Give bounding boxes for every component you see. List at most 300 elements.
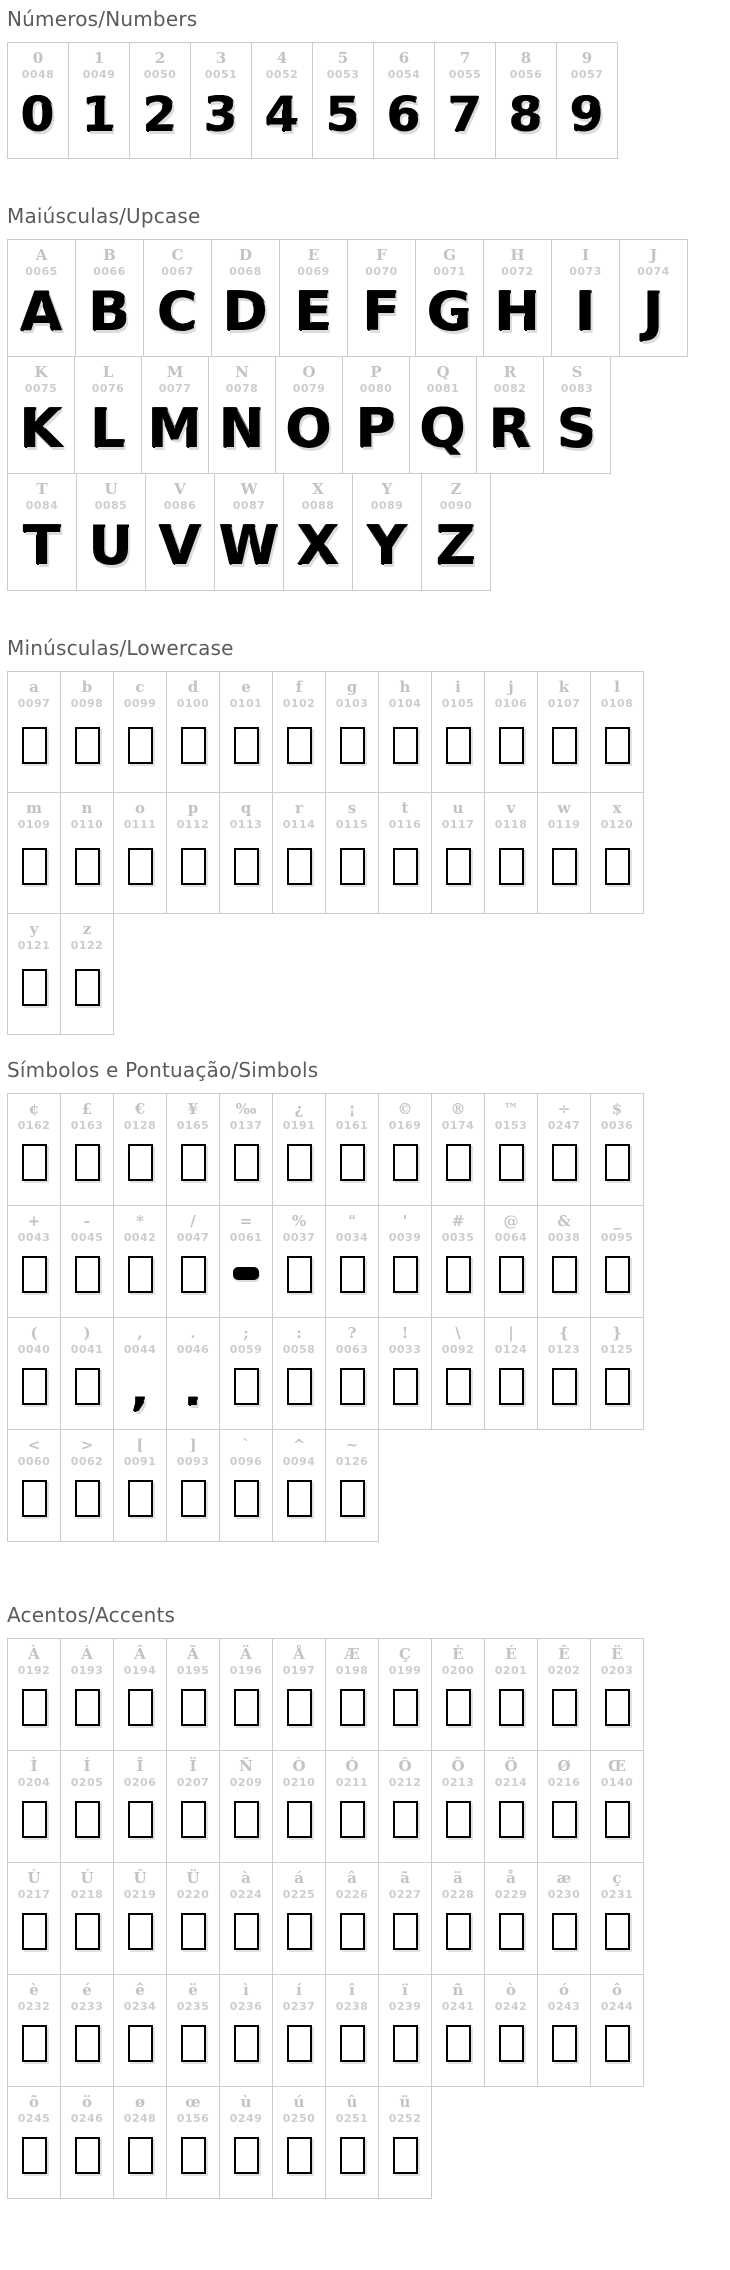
char-code: 0231 bbox=[600, 1888, 634, 1901]
char-label: U bbox=[104, 480, 118, 498]
glyph-cell-0251 bbox=[325, 2086, 379, 2199]
char-label: R bbox=[503, 363, 517, 381]
char-label: Ë bbox=[611, 1645, 623, 1663]
glyph-render: J bbox=[643, 280, 664, 343]
char-label: - bbox=[83, 1212, 91, 1230]
notdef-box-icon bbox=[287, 1689, 312, 1726]
glyph-cell-0063 bbox=[325, 1317, 379, 1430]
char-code: 0197 bbox=[282, 1664, 316, 1677]
notdef-box-icon bbox=[446, 1368, 471, 1405]
char-code: 0101 bbox=[229, 697, 263, 710]
char-label: ã bbox=[400, 1869, 410, 1887]
glyph-cell-0108 bbox=[590, 671, 644, 793]
section-numbers bbox=[7, 8, 730, 159]
char-code: 0226 bbox=[335, 1888, 369, 1901]
notdef-box-icon bbox=[22, 2137, 47, 2174]
glyph-area bbox=[538, 1356, 590, 1429]
char-code: 0252 bbox=[388, 2112, 422, 2125]
char-label: } bbox=[612, 1324, 622, 1342]
notdef-box-icon bbox=[340, 1256, 365, 1293]
glyph-cell-0102 bbox=[272, 671, 326, 793]
notdef-box-icon bbox=[234, 1801, 259, 1838]
glyph-cell-0196 bbox=[219, 1638, 273, 1751]
notdef-box-icon bbox=[287, 1801, 312, 1838]
char-code: 0048 bbox=[21, 68, 55, 81]
glyph-cell-0061 bbox=[219, 1205, 273, 1318]
glyph-area bbox=[485, 1244, 537, 1317]
glyph-cell-0107 bbox=[537, 671, 591, 793]
notdef-box-icon bbox=[234, 2025, 259, 2062]
char-label: 6 bbox=[398, 49, 410, 67]
notdef-box-icon bbox=[75, 1801, 100, 1838]
glyph-cell-0044 bbox=[113, 1317, 167, 1430]
char-label: 2 bbox=[154, 49, 166, 67]
glyph-cell-0243 bbox=[537, 1974, 591, 2087]
glyph-area bbox=[167, 1901, 219, 1974]
glyph-area bbox=[114, 1901, 166, 1974]
glyph-area bbox=[591, 710, 643, 792]
glyph-cell-0096 bbox=[219, 1429, 273, 1542]
char-label: ù bbox=[240, 2093, 252, 2111]
char-code: 0235 bbox=[176, 2000, 210, 2013]
char-code: 0210 bbox=[282, 1776, 316, 1789]
glyph-cell-0113 bbox=[219, 792, 273, 914]
glyph-cell-0094 bbox=[272, 1429, 326, 1542]
char-label: ; bbox=[243, 1324, 249, 1342]
glyph-area bbox=[114, 1132, 166, 1205]
glyph-area bbox=[273, 1677, 325, 1750]
glyph-cell-0202 bbox=[537, 1638, 591, 1751]
glyph-render: O bbox=[286, 397, 332, 460]
char-code: 0073 bbox=[569, 265, 602, 278]
notdef-box-icon bbox=[22, 1913, 47, 1950]
notdef-box-icon bbox=[605, 1368, 630, 1405]
glyph-render: V bbox=[159, 514, 201, 577]
glyph-cell-0078 bbox=[208, 356, 276, 474]
section-title-upcase: Maiúsculas/Upcase bbox=[7, 204, 201, 228]
char-code: 0239 bbox=[388, 2000, 422, 2013]
glyph-cell-0045 bbox=[60, 1205, 114, 1318]
glyph-area bbox=[432, 2013, 484, 2086]
char-label: n bbox=[81, 799, 93, 817]
char-label: Ì bbox=[30, 1757, 38, 1775]
char-code: 0192 bbox=[17, 1664, 51, 1677]
glyph-cell-0049 bbox=[68, 42, 130, 159]
glyph-area bbox=[167, 2125, 219, 2198]
char-code: 0201 bbox=[494, 1664, 528, 1677]
glyph-area bbox=[8, 1677, 60, 1750]
glyph-cell-0195 bbox=[166, 1638, 220, 1751]
glyph-cell-0104 bbox=[378, 671, 432, 793]
char-label: D bbox=[238, 246, 252, 264]
char-code: 0124 bbox=[494, 1343, 528, 1356]
glyph-cell-0101 bbox=[219, 671, 273, 793]
glyph-cell-0037 bbox=[272, 1205, 326, 1318]
char-code: 0110 bbox=[70, 818, 104, 831]
char-label: Ï bbox=[189, 1757, 197, 1775]
char-code: 0228 bbox=[441, 1888, 475, 1901]
glyph-area bbox=[591, 1244, 643, 1317]
char-code: 0074 bbox=[637, 265, 670, 278]
glyph-area bbox=[591, 1356, 643, 1429]
glyph-area bbox=[273, 1244, 325, 1317]
glyph-area bbox=[61, 2013, 113, 2086]
char-code: 0247 bbox=[547, 1119, 581, 1132]
char-code: 0194 bbox=[123, 1664, 157, 1677]
char-label: j bbox=[508, 678, 514, 696]
char-code: 0035 bbox=[441, 1231, 475, 1244]
glyph-cell-0163 bbox=[60, 1093, 114, 1206]
notdef-box-icon bbox=[605, 1144, 630, 1181]
char-label: ¡ bbox=[348, 1100, 356, 1118]
glyph-cell-0118 bbox=[484, 792, 538, 914]
char-label: & bbox=[557, 1212, 571, 1230]
glyph-area bbox=[379, 831, 431, 913]
char-code: 0219 bbox=[123, 1888, 157, 1901]
notdef-box-icon bbox=[75, 1256, 100, 1293]
char-label: Q bbox=[436, 363, 450, 381]
glyph-cell-0174 bbox=[431, 1093, 485, 1206]
glyph-row bbox=[7, 792, 730, 914]
char-label: Ó bbox=[345, 1757, 359, 1775]
glyph-cell-0059 bbox=[219, 1317, 273, 1430]
notdef-box-icon bbox=[393, 2137, 418, 2174]
notdef-box-icon bbox=[340, 1801, 365, 1838]
glyph-cell-0197 bbox=[272, 1638, 326, 1751]
glyph-area bbox=[8, 831, 60, 913]
glyph-cell-0119 bbox=[537, 792, 591, 914]
notdef-box-icon bbox=[22, 2025, 47, 2062]
glyph-cell-0086 bbox=[145, 473, 215, 591]
char-label: / bbox=[190, 1212, 196, 1230]
glyph-area bbox=[485, 1789, 537, 1862]
char-label: ( bbox=[30, 1324, 38, 1342]
glyph-cell-0115 bbox=[325, 792, 379, 914]
char-code: 0046 bbox=[176, 1343, 210, 1356]
glyph-cell-0137 bbox=[219, 1093, 273, 1206]
glyph-area bbox=[114, 1468, 166, 1541]
char-code: 0212 bbox=[388, 1776, 422, 1789]
char-code: 0093 bbox=[176, 1455, 210, 1468]
notdef-box-icon bbox=[234, 1368, 259, 1405]
glyph-area bbox=[8, 710, 60, 792]
char-code: 0128 bbox=[123, 1119, 157, 1132]
glyph-area bbox=[379, 1901, 431, 1974]
glyph-area bbox=[8, 1244, 60, 1317]
char-code: 0196 bbox=[229, 1664, 263, 1677]
char-code: 0063 bbox=[335, 1343, 369, 1356]
char-label: è bbox=[29, 1981, 39, 1999]
notdef-box-icon bbox=[340, 1144, 365, 1181]
char-label: Ö bbox=[504, 1757, 518, 1775]
char-code: 0065 bbox=[25, 265, 58, 278]
glyph-cell-0211 bbox=[325, 1750, 379, 1863]
glyph-area bbox=[61, 1356, 113, 1429]
glyph-area bbox=[61, 1468, 113, 1541]
char-label: î bbox=[349, 1981, 355, 1999]
glyph-cell-0199 bbox=[378, 1638, 432, 1751]
char-label: W bbox=[240, 480, 258, 498]
glyph-cell-0228 bbox=[431, 1862, 485, 1975]
char-label: £ bbox=[81, 1100, 93, 1118]
glyph-render: L bbox=[90, 397, 126, 460]
glyph-render: U bbox=[89, 514, 133, 577]
char-label: , bbox=[137, 1324, 143, 1342]
notdef-box-icon bbox=[552, 848, 577, 885]
char-label: ë bbox=[188, 1981, 198, 1999]
char-label: f bbox=[295, 678, 303, 696]
glyph-area bbox=[485, 710, 537, 792]
char-code: 0089 bbox=[370, 499, 404, 512]
char-code: 0111 bbox=[123, 818, 157, 831]
char-label: ® bbox=[450, 1100, 466, 1118]
notdef-box-icon bbox=[552, 727, 577, 764]
glyph-cell-0247 bbox=[537, 1093, 591, 1206]
glyph-cell-0046 bbox=[166, 1317, 220, 1430]
char-code: 0115 bbox=[335, 818, 369, 831]
notdef-box-icon bbox=[340, 848, 365, 885]
char-label: ? bbox=[347, 1324, 357, 1342]
char-code: 0137 bbox=[229, 1119, 263, 1132]
char-code: 0058 bbox=[282, 1343, 316, 1356]
glyph-cell-0081 bbox=[409, 356, 477, 474]
glyph-area bbox=[326, 1901, 378, 1974]
char-label: ó bbox=[558, 1981, 569, 1999]
glyph-cell-0224 bbox=[219, 1862, 273, 1975]
char-label: # bbox=[451, 1212, 465, 1230]
notdef-box-icon bbox=[340, 727, 365, 764]
char-label: Í bbox=[83, 1757, 91, 1775]
char-code: 0043 bbox=[17, 1231, 51, 1244]
glyph-area bbox=[538, 1901, 590, 1974]
notdef-box-icon bbox=[75, 1368, 100, 1405]
char-label: v bbox=[506, 799, 516, 817]
section-title-symbols: Símbolos e Pontuação/Simbols bbox=[7, 1058, 319, 1082]
char-label: ! bbox=[401, 1324, 409, 1342]
glyph-cell-0087 bbox=[214, 473, 284, 591]
glyph-cell-0214 bbox=[484, 1750, 538, 1863]
char-code: 0206 bbox=[123, 1776, 157, 1789]
char-code: 0061 bbox=[229, 1231, 263, 1244]
char-code: 0090 bbox=[439, 499, 473, 512]
glyph-area bbox=[220, 1677, 272, 1750]
char-code: 0251 bbox=[335, 2112, 369, 2125]
char-code: 0045 bbox=[70, 1231, 104, 1244]
glyph-cell-0125 bbox=[590, 1317, 644, 1430]
glyph-render: Z bbox=[436, 514, 476, 577]
char-code: 0060 bbox=[17, 1455, 51, 1468]
char-code: 0102 bbox=[282, 697, 316, 710]
glyph-area bbox=[8, 1356, 60, 1429]
char-label: Æ bbox=[344, 1645, 360, 1663]
glyph-area bbox=[273, 1789, 325, 1862]
glyph-area bbox=[538, 831, 590, 913]
char-label: û bbox=[346, 2093, 358, 2111]
glyph-area bbox=[485, 1677, 537, 1750]
notdef-box-icon bbox=[75, 727, 100, 764]
glyph-cell-0123 bbox=[537, 1317, 591, 1430]
glyph-area bbox=[8, 952, 60, 1034]
glyph-render: B bbox=[88, 280, 131, 343]
glyph-area bbox=[591, 1132, 643, 1205]
char-code: 0245 bbox=[17, 2112, 51, 2125]
char-label: O bbox=[302, 363, 316, 381]
glyph-area bbox=[326, 1132, 378, 1205]
glyph-cell-0053 bbox=[312, 42, 374, 159]
glyph-cell-0033 bbox=[378, 1317, 432, 1430]
char-code: 0246 bbox=[70, 2112, 104, 2125]
char-label: ¢ bbox=[28, 1100, 40, 1118]
char-label: 4 bbox=[276, 49, 288, 67]
char-code: 0204 bbox=[17, 1776, 51, 1789]
notdef-box-icon bbox=[605, 1689, 630, 1726]
glyph-cell-0122 bbox=[60, 913, 114, 1035]
char-code: 0174 bbox=[441, 1119, 475, 1132]
char-label: 3 bbox=[215, 49, 227, 67]
glyph-cell-0231 bbox=[590, 1862, 644, 1975]
glyph-render: Q bbox=[420, 397, 466, 460]
char-label: u bbox=[452, 799, 464, 817]
char-code: 0056 bbox=[509, 68, 543, 81]
glyph-area bbox=[591, 1901, 643, 1974]
glyph-cell-0060 bbox=[7, 1429, 61, 1542]
glyph-area bbox=[326, 2013, 378, 2086]
glyph-cell-0084 bbox=[7, 473, 77, 591]
char-label: 9 bbox=[581, 49, 593, 67]
glyph-cell-0165 bbox=[166, 1093, 220, 1206]
glyph-cell-0082 bbox=[476, 356, 544, 474]
glyph-cell-0241 bbox=[431, 1974, 485, 2087]
char-code: 0095 bbox=[600, 1231, 634, 1244]
glyph-area bbox=[379, 1244, 431, 1317]
glyph-area bbox=[8, 2013, 60, 2086]
section-accents bbox=[7, 1604, 730, 2199]
char-code: 0054 bbox=[387, 68, 421, 81]
glyph-cell-0051 bbox=[190, 42, 252, 159]
glyph-cell-0124 bbox=[484, 1317, 538, 1430]
glyph-area bbox=[432, 710, 484, 792]
char-code: 0072 bbox=[501, 265, 534, 278]
glyph-cell-0156 bbox=[166, 2086, 220, 2199]
notdef-box-icon bbox=[22, 727, 47, 764]
glyph-cell-0100 bbox=[166, 671, 220, 793]
notdef-box-icon bbox=[605, 727, 630, 764]
glyph-cell-0194 bbox=[113, 1638, 167, 1751]
char-code: 0232 bbox=[17, 2000, 51, 2013]
char-code: 0051 bbox=[204, 68, 238, 81]
notdef-box-icon bbox=[287, 1913, 312, 1950]
glyph-cell-0204 bbox=[7, 1750, 61, 1863]
glyph-area bbox=[273, 2013, 325, 2086]
notdef-box-icon bbox=[75, 2137, 100, 2174]
glyph-cell-0110 bbox=[60, 792, 114, 914]
char-label: ì bbox=[243, 1981, 249, 1999]
char-label: ï bbox=[402, 1981, 408, 1999]
char-code: 0249 bbox=[229, 2112, 263, 2125]
char-label: P bbox=[370, 363, 382, 381]
notdef-box-icon bbox=[181, 727, 206, 764]
char-code: 0161 bbox=[335, 1119, 369, 1132]
char-code: 0066 bbox=[93, 265, 126, 278]
glyph-cell-0097 bbox=[7, 671, 61, 793]
notdef-box-icon bbox=[22, 1801, 47, 1838]
glyph-row bbox=[7, 913, 730, 1035]
char-code: 0091 bbox=[123, 1455, 157, 1468]
glyph-render: A bbox=[20, 280, 63, 343]
glyph-cell-0058 bbox=[272, 1317, 326, 1430]
glyph-cell-0062 bbox=[60, 1429, 114, 1542]
notdef-box-icon bbox=[181, 2025, 206, 2062]
notdef-box-icon bbox=[75, 1689, 100, 1726]
char-label: Â bbox=[134, 1645, 146, 1663]
glyph-cell-0092 bbox=[431, 1317, 485, 1430]
char-label: $ bbox=[611, 1100, 623, 1118]
glyph-cell-0035 bbox=[431, 1205, 485, 1318]
glyph-cell-0226 bbox=[325, 1862, 379, 1975]
char-code: 0039 bbox=[388, 1231, 422, 1244]
notdef-box-icon bbox=[128, 2025, 153, 2062]
glyph-area bbox=[485, 2013, 537, 2086]
char-code: 0118 bbox=[494, 818, 528, 831]
notdef-box-icon bbox=[181, 2137, 206, 2174]
char-label: c bbox=[135, 678, 145, 696]
char-code: 0057 bbox=[570, 68, 604, 81]
char-label: ) bbox=[83, 1324, 91, 1342]
char-label: \ bbox=[455, 1324, 461, 1342]
glyph-render: S bbox=[557, 397, 597, 460]
glyph-render: 4 bbox=[265, 86, 299, 143]
char-code: 0242 bbox=[494, 2000, 528, 2013]
notdef-box-icon bbox=[128, 2137, 153, 2174]
char-label: ¿ bbox=[294, 1100, 304, 1118]
notdef-box-icon bbox=[499, 727, 524, 764]
glyph-area bbox=[114, 1789, 166, 1862]
char-label: Ã bbox=[187, 1645, 199, 1663]
glyph-row bbox=[7, 2086, 730, 2199]
notdef-box-icon bbox=[499, 848, 524, 885]
glyph-cell-0083 bbox=[543, 356, 611, 474]
char-label: 5 bbox=[337, 49, 349, 67]
char-label: € bbox=[134, 1100, 146, 1118]
glyph-area bbox=[220, 831, 272, 913]
glyph-area bbox=[273, 831, 325, 913]
notdef-box-icon bbox=[393, 1144, 418, 1181]
char-code: 0227 bbox=[388, 1888, 422, 1901]
char-code: 0096 bbox=[229, 1455, 263, 1468]
glyph-render: D bbox=[223, 280, 268, 343]
glyph-cell-0064 bbox=[484, 1205, 538, 1318]
char-label: â bbox=[347, 1869, 357, 1887]
char-code: 0068 bbox=[229, 265, 262, 278]
char-label: X bbox=[312, 480, 324, 498]
char-code: 0080 bbox=[359, 382, 393, 395]
glyph-cell-0153 bbox=[484, 1093, 538, 1206]
glyph-cell-0169 bbox=[378, 1093, 432, 1206]
glyph-cell-0128 bbox=[113, 1093, 167, 1206]
char-label: ü bbox=[399, 2093, 411, 2111]
glyph-cell-0074 bbox=[619, 239, 688, 357]
char-label: ä bbox=[453, 1869, 463, 1887]
glyph-cell-0079 bbox=[275, 356, 343, 474]
glyph-area bbox=[114, 831, 166, 913]
char-code: 0087 bbox=[232, 499, 266, 512]
glyph-render: I bbox=[575, 280, 596, 343]
char-code: 0220 bbox=[176, 1888, 210, 1901]
glyph-cell-0219 bbox=[113, 1862, 167, 1975]
char-label: b bbox=[81, 678, 93, 696]
char-label: ' bbox=[402, 1212, 408, 1230]
notdef-box-icon bbox=[446, 1144, 471, 1181]
